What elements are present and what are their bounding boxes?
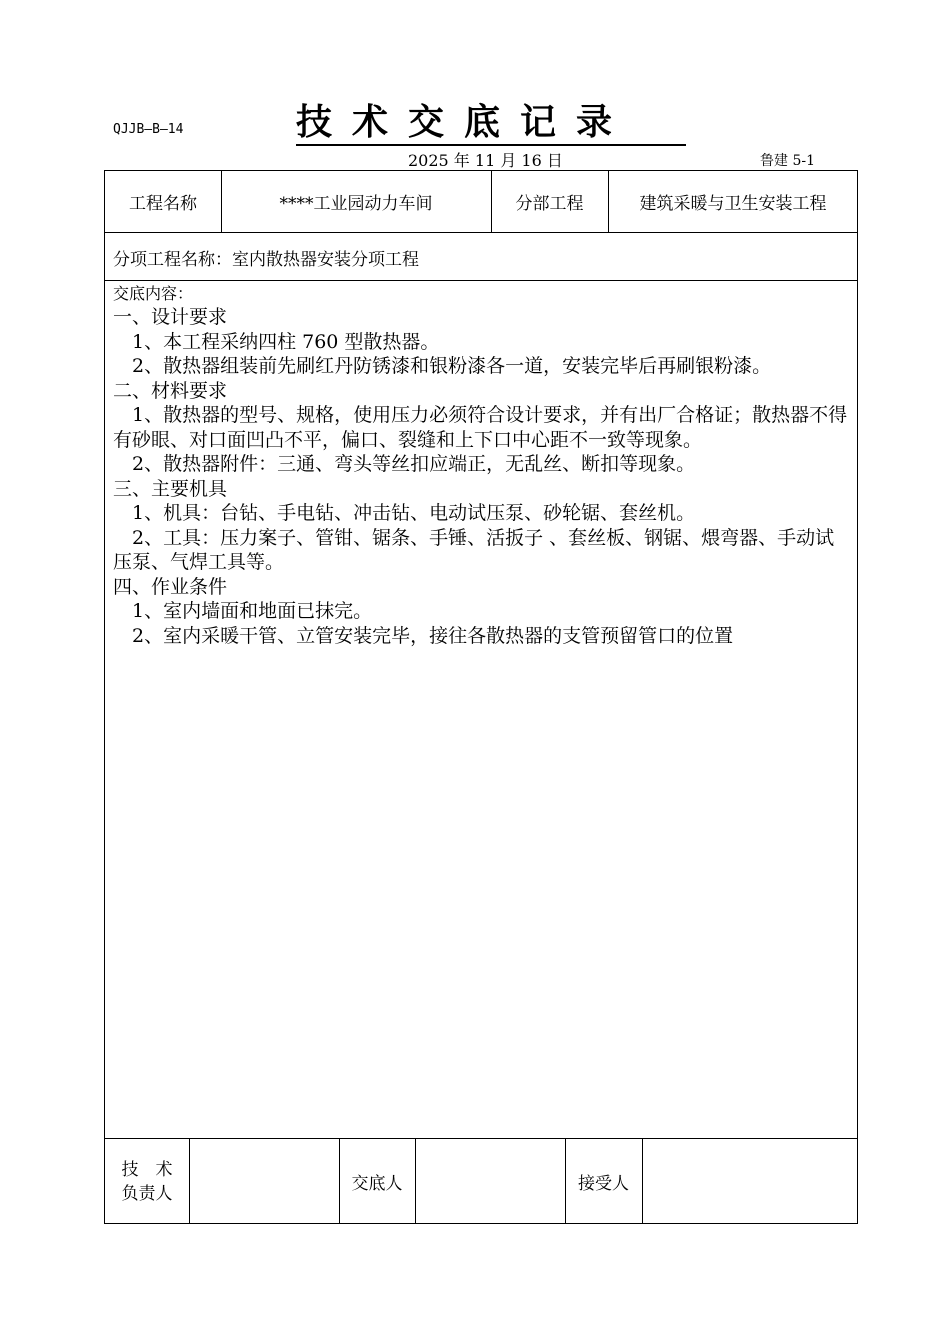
briefing-content bbox=[113, 283, 849, 648]
tech-lead-label-line2: 负责人 bbox=[121, 1183, 173, 1204]
document-number: 鲁建 5-1 bbox=[760, 153, 815, 169]
content-paragraph: 2、散热器组装前先刷红丹防锈漆和银粉漆各一道，安装完毕后再刷银粉漆。 bbox=[132, 355, 772, 377]
content-paragraph: 2、散热器附件：三通、弯头等丝扣应端正，无乱丝、断扣等现象。 bbox=[132, 453, 696, 475]
division-value: 建筑采暖与卫生安装工程 bbox=[639, 194, 827, 214]
section-heading: 二、材料要求 bbox=[113, 379, 228, 402]
project-name-label: 工程名称 bbox=[129, 194, 197, 214]
presenter-label: 交底人 bbox=[351, 1174, 403, 1194]
tech-lead-label-line1: 技 术 bbox=[121, 1159, 173, 1180]
content-paragraph: 2、室内采暖干管、立管安装完毕，接往各散热器的支管预留管口的位置 bbox=[132, 624, 734, 647]
content-paragraph: 1、散热器的型号、规格，使用压力必须符合设计要求，并有出厂合格证；散热器不得有砂眼、对口面凹凸不平，偏口、裂缝和上下口中心距不一致等现象。 bbox=[113, 404, 848, 451]
subitem-name: 分项工程名称：室内散热器安装分项工程 bbox=[113, 249, 419, 270]
content-paragraph: 2、工具：压力案子、管钳、锯条、手锤、活扳子 、套丝板、钢锯、煨弯器、手动试压泵、气焊工具等。 bbox=[113, 526, 835, 573]
receiver-signature-field[interactable] bbox=[642, 1139, 858, 1224]
content-paragraph: 1、机具：台钻、手电钻、冲击钻、电动试压泵、砂轮锯、套丝机。 bbox=[132, 502, 696, 524]
tech-lead-signature-field[interactable] bbox=[189, 1139, 339, 1224]
tech-lead-label bbox=[105, 1139, 189, 1224]
presenter-signature-field[interactable] bbox=[415, 1139, 565, 1224]
document-title: 技术交底记录 bbox=[296, 100, 686, 146]
receiver-label: 接受人 bbox=[578, 1174, 629, 1194]
form-code: QJJB—B—14 bbox=[113, 122, 184, 137]
record-table bbox=[104, 170, 858, 1224]
document-date: 2025 年 11 月 16 日 bbox=[408, 151, 563, 170]
content-paragraph: 1、室内墙面和地面已抹完。 bbox=[132, 600, 373, 622]
section-heading: 四、作业条件 bbox=[113, 575, 228, 598]
content-paragraph: 1、本工程采纳四柱 760 型散热器。 bbox=[132, 330, 440, 353]
project-name-value: ****工业园动力车间 bbox=[279, 194, 433, 214]
division-label: 分部工程 bbox=[515, 194, 584, 214]
content-label: 交底内容： bbox=[113, 284, 194, 303]
section-heading: 一、设计要求 bbox=[113, 306, 228, 328]
section-heading: 三、主要机具 bbox=[113, 477, 228, 500]
